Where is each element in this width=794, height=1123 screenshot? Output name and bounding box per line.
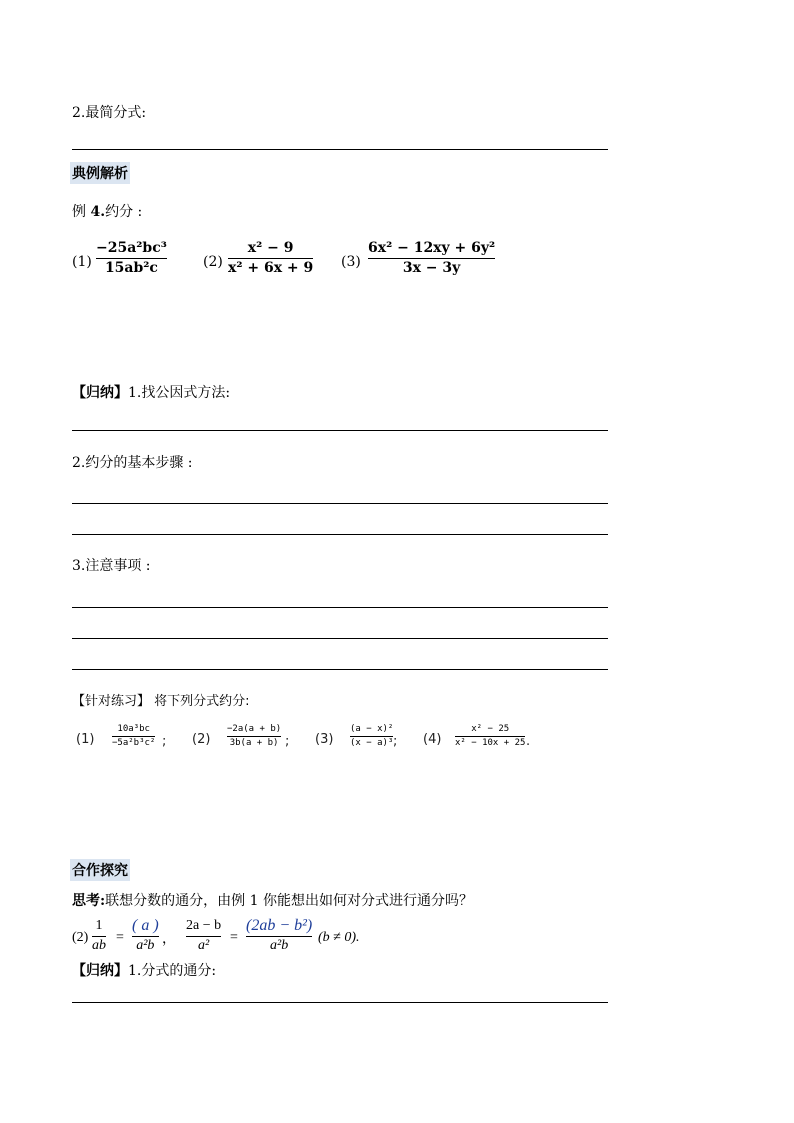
example4-item3-fraction [368, 240, 495, 277]
fraction-numerator: −25a²bc³ [96, 240, 167, 256]
fraction-denominator: 3x − 3y [402, 259, 461, 276]
fraction-numerator: 2a − b [186, 918, 222, 933]
tongfen-label: (2) [72, 930, 89, 945]
fraction-numerator: −2a(a + b) [227, 724, 282, 734]
fraction-denominator: a² [197, 937, 210, 953]
think-text: 联想分数的通分，由例 1 你能想出如何对分式进行通分吗？ [105, 893, 473, 909]
heading-example-analysis: 典例解析 [70, 162, 130, 184]
heading-cooperative-exploration: 合作探究 [70, 859, 130, 881]
fraction-numerator: 10a³bc [117, 724, 150, 734]
summary-item2: 2.约分的基本步骤 : [72, 455, 193, 471]
answer-line [72, 149, 608, 150]
example4-item1-fraction [96, 240, 167, 277]
separator: . [526, 734, 531, 749]
example4-item1-label: (1) [72, 254, 92, 270]
fraction-bar [227, 736, 281, 737]
equals-sign: = [230, 930, 238, 945]
tongfen-fraction-4 [246, 916, 312, 955]
fraction-bar [228, 258, 313, 259]
practice-item2-label: (2) [192, 732, 211, 747]
fraction-numerator: x² − 25 [471, 724, 510, 734]
fraction-bar [368, 258, 495, 259]
condition-b-nonzero: (b ≠ 0). [318, 930, 360, 945]
practice-item1-fraction [112, 724, 155, 749]
practice-item4-label: (4) [423, 732, 442, 747]
fraction-numerator: 1 [95, 918, 103, 933]
example4-item3-label: (3) [341, 254, 361, 270]
fraction-denominator: a²b [136, 938, 155, 954]
answer-line [72, 607, 608, 608]
tongfen-fraction-1 [92, 918, 106, 955]
answer-line [72, 503, 608, 504]
fraction-bar [92, 936, 106, 937]
summary-item3: 3.注意事项 : [72, 558, 151, 574]
practice-item3-label: (3) [315, 732, 334, 747]
fraction-numerator: (2ab − b²) [246, 917, 313, 934]
tongfen-fraction-3 [186, 918, 221, 955]
fraction-bar [112, 736, 155, 737]
practice-title: 【针对练习】 将下列分式约分: [72, 694, 250, 709]
practice-item4-fraction [455, 724, 525, 749]
fraction-denominator: x² + 6x + 9 [228, 259, 314, 276]
fraction-denominator: (x − a)³ [350, 737, 394, 748]
separator: ; [162, 734, 167, 749]
summary2-item1: 【归纳】1.分式的通分: [72, 963, 217, 979]
answer-line [72, 638, 608, 639]
summary-item1: 【归纳】1.找公因式方法: [72, 385, 231, 401]
fraction-bar [246, 936, 312, 937]
answer-line [72, 534, 608, 535]
example4-item2-label: (2) [203, 254, 223, 270]
fraction-numerator: (a − x)² [350, 724, 394, 734]
answer-line [72, 669, 608, 670]
practice-item3-fraction [350, 724, 393, 749]
fraction-bar [350, 736, 393, 737]
fraction-denominator: ab [92, 937, 106, 953]
fraction-numerator: x² − 9 [247, 240, 294, 256]
think-label: 思考: [72, 893, 106, 909]
example4-title: 例 4.约分 : [72, 204, 143, 220]
fraction-bar [132, 936, 159, 937]
fraction-bar [186, 936, 221, 937]
practice-item1-label: (1) [76, 732, 95, 747]
separator: ; [285, 734, 290, 749]
tongfen-fraction-2 [132, 916, 159, 955]
fraction-bar [96, 258, 167, 259]
equals-sign: = [116, 930, 124, 945]
think-question [72, 890, 473, 910]
fraction-denominator: a²b [270, 938, 289, 954]
answer-line [72, 430, 608, 431]
answer-line [72, 1002, 608, 1003]
example4-item2-fraction [228, 240, 313, 277]
section-title-simplest-fraction: 2.最简分式: [72, 105, 147, 121]
fraction-numerator: ( a ) [132, 917, 159, 934]
fraction-numerator: 6x² − 12xy + 6y² [368, 240, 496, 256]
comma: ， [162, 932, 176, 947]
fraction-denominator: 3b(a + b) [229, 737, 279, 748]
fraction-denominator: −5a²b³c² [112, 737, 156, 748]
practice-item2-fraction [227, 724, 281, 749]
fraction-denominator: x² − 10x + 25 [455, 737, 526, 748]
separator: ; [393, 734, 398, 749]
fraction-bar [455, 736, 525, 737]
fraction-denominator: 15ab²c [104, 259, 158, 276]
